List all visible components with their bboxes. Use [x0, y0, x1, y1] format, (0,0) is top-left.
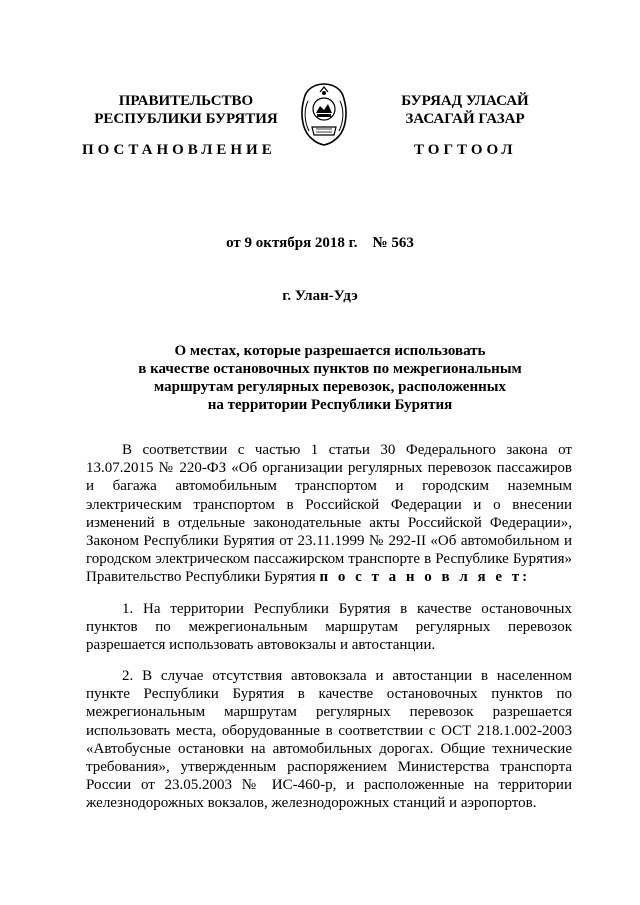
preamble-text: В соответствии с частью 1 статьи 30 Федерального закона от 13.07.2015 № 220-ФЗ «Об организации регулярных перевозок пассажиров и багажа автомобильным транспортом и городским наземным электрическим транспортом в Российской Федерации и о внесении изменений в отдельные законодательные акты Российской Федерации», Законом Республики Бурятия от 23.11.1999 № 292-II «Об автомобильном и городском электрическом пассажирском транспорте в Республике Бурятия» Правительство Республики Бурятия [86, 442, 572, 586]
document-type-ru: ПОСТАНОВЛЕНИЕ [82, 142, 276, 158]
title-line: на территории Республики Бурятия [207, 397, 453, 413]
clause-2-paragraph [86, 667, 572, 813]
resolves-keyword: п о с т а н о в л я е т: [319, 569, 531, 586]
document-title [100, 342, 560, 414]
clause-1-paragraph [86, 600, 572, 655]
clause-1-text: 1. На территории Республики Бурятия в качестве остановочных пунктов по межрегиональным маршрутам регулярных перевозок разрешается использовать автовокзалы и автостанции. [86, 601, 572, 654]
government-header-ru [86, 92, 286, 128]
date-number-line: от 9 октября 2018 г. № 563 [226, 235, 414, 251]
header-left-line1: ПРАВИТЕЛЬСТВО [118, 93, 254, 109]
government-header-bua [370, 92, 560, 128]
title-line: О местах, которые разрешается использовать [174, 343, 486, 359]
preamble-paragraph [86, 441, 572, 587]
header-left-line2: РЕСПУБЛИКИ БУРЯТИЯ [94, 111, 278, 127]
title-line: маршрутам регулярных перевозок, расположенных [154, 379, 506, 395]
title-line: в качестве остановочных пунктов по межрегиональным [138, 361, 522, 377]
coat-of-arms-icon [298, 81, 350, 147]
city-line: г. Улан-Удэ [282, 288, 358, 304]
document-type-bua: ТОГТООЛ [414, 142, 517, 158]
clause-2-text: 2. В случае отсутствия автовокзала и автостанции в населенном пункте Республики Бурятия в качестве остановочных пунктов по межрегиональным маршрутам регулярных перевозок разрешается использовать места, оборудованные в соответствии с ОСТ 218.1.002-2003 «Автобусные остановки на автомобильных дорогах. Общие технические требования», утвержденным распоряжением Министерства транспорта России от 23.05.2003 № ИС-460-р, и расположенные на территории железнодорожных вокзалов, железнодорожных станций и аэропортов. [86, 668, 572, 812]
header-right-line1: БУРЯАД УЛАСАЙ [401, 93, 529, 109]
header-right-line2: ЗАСАГАЙ ГАЗАР [405, 111, 525, 127]
